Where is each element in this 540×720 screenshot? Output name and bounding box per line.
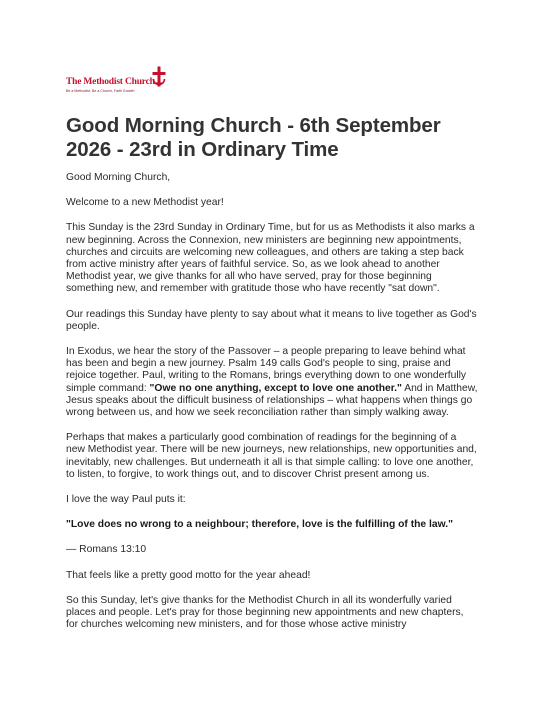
paragraph-paul-intro: I love the way Paul puts it:: [66, 494, 186, 506]
logo-name: The Methodist Church: [66, 77, 155, 87]
page-title: Good Morning Church - 6th September 2026 - 23rd in Ordinary Time: [66, 114, 441, 161]
paragraph-combination: Perhaps that makes a particularly good combination of readings for the beginning of a new Methodist year. There will be new journeys, new relationships, new opportunities and, inevitably, new challenges. But underneath it all is that simple calling: to love one another, to listen, to forgive, to work things out, and to discover Christ present among us.: [66, 432, 477, 480]
paragraph-prayer: So this Sunday, let's give thanks for the Methodist Church in all its wonderfully varied places and people. Let's pray for those beginning new appointments and new chapters, for churches welcoming new ministers, and for those whose active ministry: [66, 594, 464, 631]
paragraph-exodus: [66, 346, 478, 419]
paragraph-exodus-text-2: And in Matthew, Jesus speaks about the difficult business of relationships – what happens when things go wrong between us, and how we seek reconciliation rather than simply walking away.: [66, 382, 478, 419]
methodist-church-logo: [66, 66, 168, 98]
paragraph-motto: That feels like a pretty good motto for the year ahead!: [66, 569, 311, 581]
romans-command-quote: "Owe no one anything, except to love one another.": [149, 382, 402, 394]
article: [66, 114, 478, 644]
logo-tagline: Be a Methodist, Be a Church, Faith Growth: [66, 89, 135, 93]
welcome-line: Welcome to a new Methodist year!: [66, 197, 224, 209]
quote-citation: — Romans 13:10: [66, 544, 147, 556]
greeting: Good Morning Church,: [66, 172, 171, 183]
paragraph-exodus-text-1: In Exodus, we hear the story of the Passover – a people preparing to leave behind what has been and begin a new journey. Psalm 149 calls God's people to sing, praise and rejoice together. Paul, writing to the Romans, brings everything down to one wonderfully simple command:: [66, 346, 467, 394]
paragraph-readings: Our readings this Sunday have plenty to say about what it means to live together as God's people.: [66, 308, 477, 332]
orb-and-cross-icon: [152, 66, 166, 88]
romans-quote: "Love does no wrong to a neighbour; therefore, love is the fulfilling of the law.": [66, 519, 453, 531]
paragraph-new-year: This Sunday is the 23rd Sunday in Ordinary Time, but for us as Methodists it also marks a new beginning. Across the Connexion, new ministers are beginning new appointments, churches and circuits are welcoming new colleagues, and others are taking a step back from active ministry after years of faithful service. So, as we look ahead to another Methodist year, we give thanks for all who have served, pray for those beginning something new, and remember with gratitude those who have recently "sat down".: [66, 222, 475, 295]
